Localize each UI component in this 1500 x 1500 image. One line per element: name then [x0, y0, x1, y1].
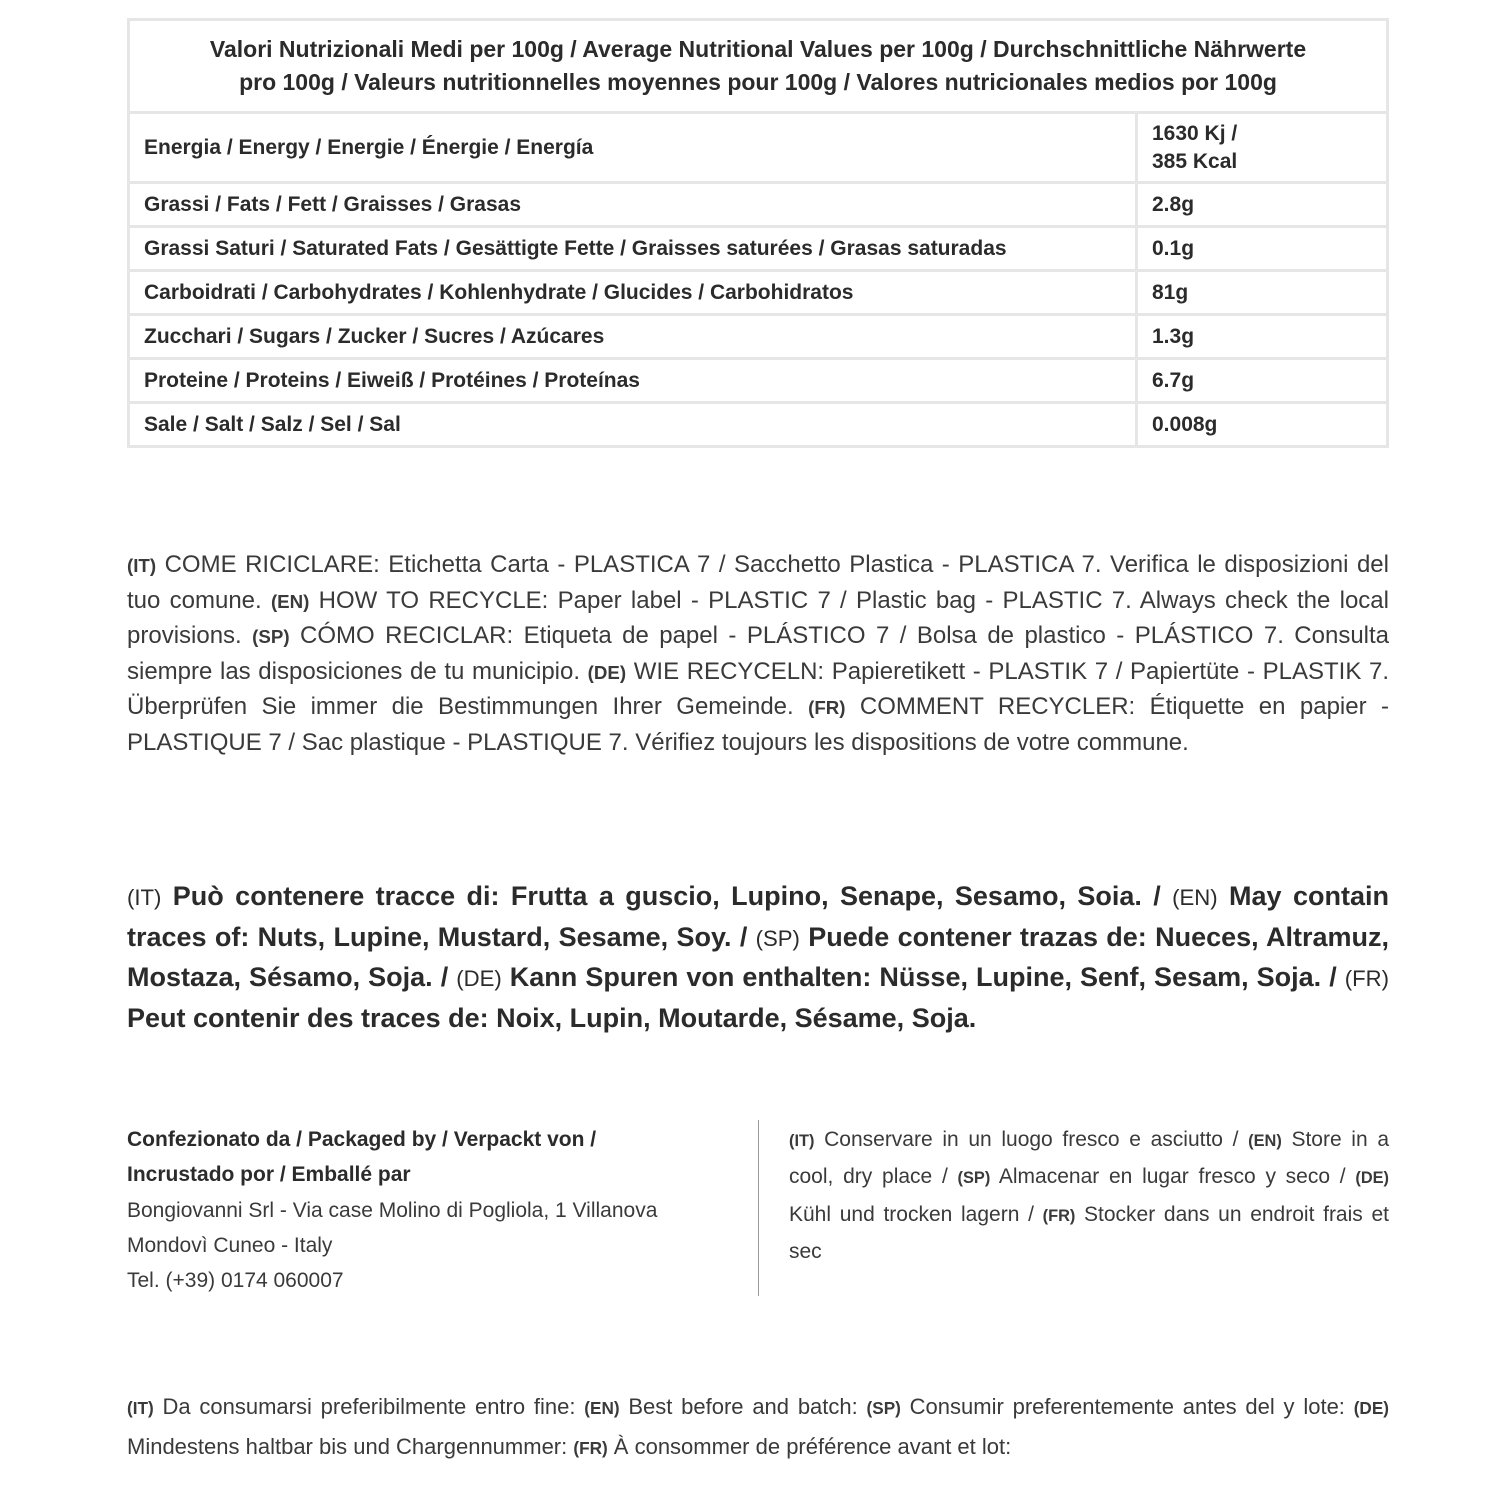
storage-text-de: Kühl und trocken lagern / — [789, 1202, 1034, 1226]
lang-code-it: (IT) — [789, 1132, 815, 1150]
allergens-text-sp: Puede contener trazas de: Nueces, Altramuz, Mostaza, Sésamo, Soja. / — [127, 921, 1389, 992]
recycling-text-it: COME RICICLARE: Etichetta Carta - PLASTICA 7 / Sacchetto Plastica - PLASTICA 7. Verifica le disposizioni del tuo comune. — [127, 551, 1389, 614]
allergens-text-en: May contain traces of: Nuts, Lupine, Mustard, Sesame, Soy. / — [127, 881, 1389, 952]
nutrient-value: 0.008g — [1137, 403, 1388, 447]
best-before-text-fr: À consommer de préférence avant et lot: — [613, 1433, 1012, 1459]
storage-text-fr: Stocker dans un endroit frais et sec — [789, 1202, 1389, 1263]
energy-kcal: 385 Kcal — [1152, 149, 1238, 173]
best-before-text-sp: Consumir preferentemente antes del y lote: — [909, 1394, 1345, 1419]
lang-code-fr: (FR) — [1042, 1206, 1076, 1225]
nutrient-name: Energia / Energy / Energie / Énergie / Energía — [129, 113, 1137, 183]
lang-code-sp: (SP) — [252, 626, 290, 648]
lang-code-sp: (SP) — [957, 1169, 991, 1188]
recycling-text-sp: CÓMO RECICLAR: Etiqueta de papel - PLÁSTICO 7 / Bolsa de plastico - PLÁSTICO 7. Consulta siempre las disposiciones de tu municipio. — [127, 622, 1390, 685]
lang-code-sp: (SP) — [755, 925, 800, 951]
packer-address-line-2: Mondovì Cuneo - Italy — [127, 1233, 333, 1257]
nutrition-table-header — [129, 20, 1388, 113]
table-row — [129, 183, 1388, 227]
nutrient-name: Proteine / Proteins / Eiweiß / Protéines / Proteínas — [129, 359, 1137, 403]
energy-kj: 1630 Kj / — [1152, 121, 1238, 145]
lang-code-fr: (FR) — [1344, 966, 1389, 991]
lang-code-fr: (FR) — [808, 697, 846, 719]
header-line-2: pro 100g / Valeurs nutritionnelles moyennes pour 100g / Valores nutricionales medios por 100g — [239, 69, 1277, 95]
lang-code-it: (IT) — [127, 1398, 154, 1418]
lang-code-it: (IT) — [127, 555, 157, 576]
lang-code-it: (IT) — [127, 885, 162, 910]
recycling-paragraph — [127, 548, 1389, 761]
recycling-text-de: WIE RECYCELN: Papieretikett - PLASTIK 7 / Papiertüte - PLASTIK 7. Überprüfen Sie immer die Bestimmungen Ihrer Gemeinde. — [127, 657, 1390, 721]
packer-address-line-1: Bongiovanni Srl - Via case Molino di Pogliola, 1 Villanova — [127, 1198, 658, 1222]
nutrient-name: Grassi / Fats / Fett / Graisses / Grasas — [129, 183, 1137, 227]
nutrient-value: 81g — [1137, 271, 1388, 315]
nutrient-value: 1.3g — [1137, 315, 1388, 359]
lang-code-en: (EN) — [1172, 885, 1218, 910]
table-row — [129, 403, 1388, 447]
best-before-paragraph — [127, 1388, 1389, 1467]
nutrient-value: 2.8g — [1137, 183, 1388, 227]
storage-text-en: Store in a cool, dry place / — [789, 1128, 1390, 1189]
allergens-text-de: Kann Spuren von enthalten: Nüsse, Lupine, Senf, Sesam, Soja. / — [509, 962, 1337, 992]
lang-code-de: (DE) — [1355, 1169, 1389, 1188]
nutrient-value: 6.7g — [1137, 359, 1388, 403]
packer-info — [127, 1122, 737, 1298]
lang-code-en: (EN) — [270, 590, 310, 612]
storage-info — [789, 1122, 1389, 1269]
packer-phone: Tel. (+39) 0174 060007 — [127, 1269, 344, 1293]
nutrient-name: Grassi Saturi / Saturated Fats / Gesättigte Fette / Graisses saturées / Grasas saturadas — [129, 227, 1137, 271]
allergens-paragraph — [127, 877, 1389, 1037]
lang-code-en: (EN) — [1248, 1132, 1282, 1150]
best-before-text-de: Mindestens haltbar bis und Chargennummer: — [127, 1433, 568, 1459]
allergens-text-fr: Peut contenir des traces de: Noix, Lupin, Moutarde, Sésame, Soja. — [127, 1002, 977, 1033]
nutrient-name: Sale / Salt / Salz / Sel / Sal — [129, 403, 1137, 447]
recycling-text-fr: COMMENT RECYCLER: Étiquette en papier - PLASTIQUE 7 / Sac plastique - PLASTIQUE 7. Vérifiez toujours les dispositions de votre commune. — [127, 693, 1389, 756]
header-line-1: Valori Nutrizionali Medi per 100g / Average Nutritional Values per 100g / Durchschnittliche Nährwerte — [209, 36, 1307, 62]
allergens-text-it: Può contenere tracce di: Frutta a guscio, Lupino, Senape, Sesamo, Soia. / — [172, 881, 1161, 911]
lang-code-fr: (FR) — [573, 1437, 608, 1458]
lang-code-de: (DE) — [456, 966, 502, 991]
recycling-text-en: HOW TO RECYCLE: Paper label - PLASTIC 7 / Plastic bag - PLASTIC 7. Always check the local provisions. — [127, 586, 1389, 650]
best-before-text-en: Best before and batch: — [628, 1394, 858, 1419]
table-row — [129, 315, 1388, 359]
table-row — [129, 113, 1388, 183]
storage-text-it: Conservare in un luogo fresco e asciutto / — [824, 1128, 1239, 1151]
table-row — [129, 227, 1388, 271]
nutrient-name: Zucchari / Sugars / Zucker / Sucres / Azúcares — [129, 315, 1137, 359]
lang-code-de: (DE) — [587, 661, 627, 683]
lang-code-sp: (SP) — [866, 1398, 901, 1418]
storage-text-sp: Almacenar en lugar fresco y seco / — [998, 1165, 1346, 1189]
lang-code-de: (DE) — [1353, 1398, 1389, 1418]
nutrient-value — [1137, 113, 1388, 183]
packer-title-line-2: Incrustado por / Emballé par — [127, 1163, 411, 1187]
best-before-text-it: Da consumarsi preferibilmente entro fine: — [162, 1394, 576, 1419]
table-row — [129, 271, 1388, 315]
packer-title-line-1: Confezionato da / Packaged by / Verpackt von / — [127, 1128, 597, 1151]
lang-code-en: (EN) — [584, 1398, 620, 1418]
table-row — [129, 359, 1388, 403]
nutrient-name: Carboidrati / Carbohydrates / Kohlenhydrate / Glucides / Carbohidratos — [129, 271, 1137, 315]
vertical-divider — [758, 1120, 759, 1296]
nutrient-value: 0.1g — [1137, 227, 1388, 271]
nutrition-table — [127, 18, 1389, 448]
